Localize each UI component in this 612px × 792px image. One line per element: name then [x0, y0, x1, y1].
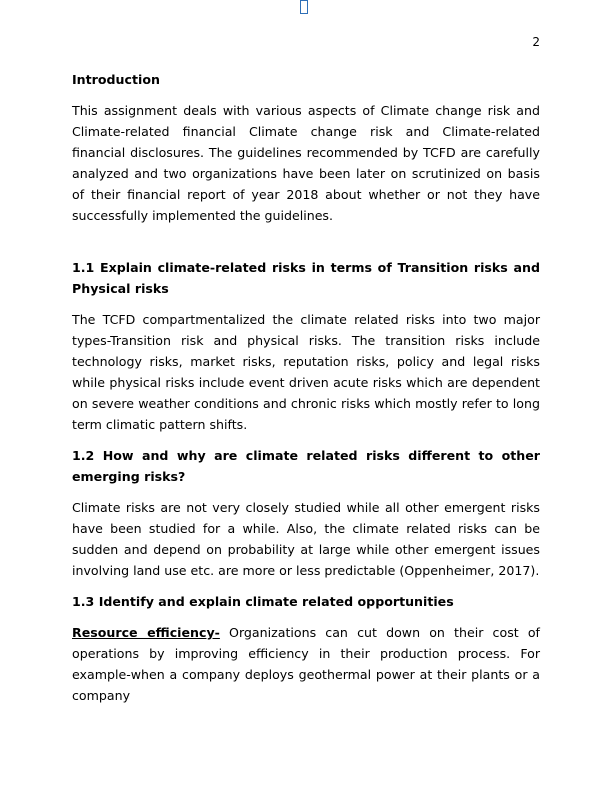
resource-efficiency-text: Organizations can cut down on their cost of operations by improving efficiency in their production process. For example-when a company deploys geothermal power at their plants or a company: [72, 625, 540, 703]
section-1-1-paragraph: The TCFD compartmentalized the climate related risks into two major types-Transition risk and physical risks. The transition risks include technology risks, market risks, reputation risks, policy and legal risks while physical risks include event driven acute risks which are dependent on severe weather conditions and chronic risks which mostly refer to long term climatic pattern shifts.: [72, 312, 540, 432]
section-1-3-heading: 1.3 Identify and explain climate related opportunities: [72, 594, 454, 609]
section-1-2-paragraph: Climate risks are not very closely studied while all other emergent risks have been studied for a while. Also, the climate related risks can be sudden and depend on probability at large while other emergent issues involving land use etc. are more or less predictable (Oppenheimer, 2017).: [72, 500, 540, 578]
resource-efficiency-lead: Resource efficiency-: [72, 625, 220, 640]
intro-heading: Introduction: [72, 72, 160, 87]
section-1-3-paragraph: [72, 622, 540, 706]
document-body: [72, 69, 540, 706]
header-placeholder-glyph-icon: [300, 0, 308, 14]
intro-paragraph: This assignment deals with various aspects of Climate change risk and Climate-related financial Climate change risk and Climate-related financial disclosures. The guidelines recommended by TCFD are carefully analyzed and two organizations have been later on scrutinized on basis of their financial report of year 2018 about whether or not they have successfully implemented the guidelines.: [72, 103, 540, 223]
page-number: 2: [532, 35, 540, 49]
section-1-1-heading: 1.1 Explain climate-related risks in terms of Transition risks and Physical risks: [72, 260, 540, 296]
section-1-2-heading: 1.2 How and why are climate related risks different to other emerging risks?: [72, 448, 540, 484]
